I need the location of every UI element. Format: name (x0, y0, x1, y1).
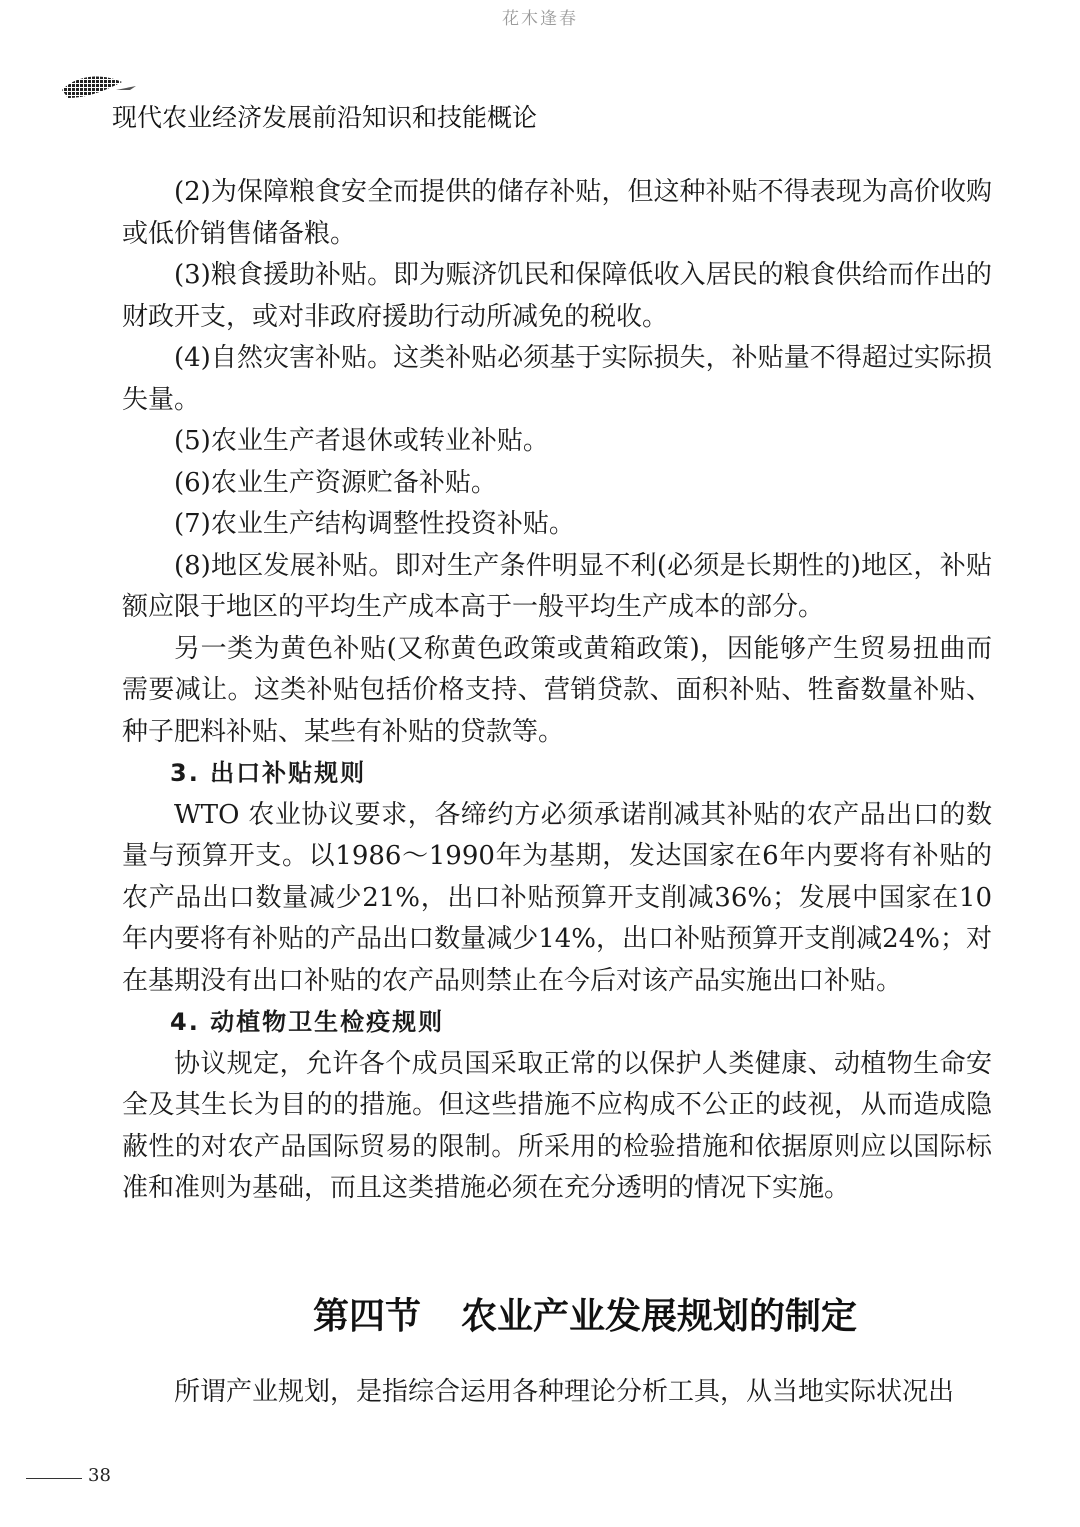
paragraph-subsidy-5: (5)农业生产者退休或转业补贴。 (174, 426, 549, 456)
paragraph-subsidy-8: (8)地区发展补贴。即对生产条件明显不利(必须是长期性的)地区，补贴额应限于地区的平均生产成本高于一般平均生产成本的部分。 (122, 550, 992, 622)
body-text (122, 172, 992, 1210)
paragraph-subsidy-7: (7)农业生产结构调整性投资补贴。 (174, 509, 575, 539)
paragraph-sanitary: 协议规定，允许各个成员国采取正常的以保护人类健康、动植物生命安全及其生长为目的的措施。但这些措施不应构成不公正的歧视，从而造成隐蔽性的对农产品国际贸易的限制。所采用的检验措施和依据原则应以国际标准和准则为基础，而且这类措施必须在充分透明的情况下实施。 (122, 1048, 992, 1203)
heading-export-subsidy-rules: 3. 出口补贴规则 (170, 759, 367, 787)
footer-rule (26, 1478, 82, 1479)
page-number: 38 (88, 1465, 111, 1486)
book-title: 现代农业经济发展前沿知识和技能概论 (112, 103, 538, 132)
paragraph-subsidy-3: (3)粮食援助补贴。即为赈济饥民和保障低收入居民的粮食供给而作出的财政开支，或对非政府援助行动所减免的税收。 (122, 260, 992, 332)
heading-sanitary-rules: 4. 动植物卫生检疫规则 (170, 1008, 445, 1036)
paragraph-subsidy-2: (2)为保障粮食安全而提供的储存补贴，但这种补贴不得表现为高价收购或低价销售储备粮。 (122, 177, 992, 249)
paragraph-export-subsidy: WTO 农业协议要求，各缔约方必须承诺削减其补贴的农产品出口的数量与预算开支。以1986～1990年为基期，发达国家在6年内要将有补贴的农产品出口数量减少21%，出口补贴预算开支削减36%；发展中国家在10年内要将有补贴的产品出口数量减少14%，出口补贴预算开支削减24%；对在基期没有出口补贴的农产品则禁止在今后对该产品实施出口补贴。 (122, 799, 992, 996)
watermark-text: 花木逢春 (502, 9, 578, 29)
section-number: 第四节 (312, 1296, 421, 1337)
section-title-text: 农业产业发展规划的制定 (461, 1296, 858, 1337)
paragraph-yellow-subsidy: 另一类为黄色补贴(又称黄色政策或黄箱政策)，因能够产生贸易扭曲而需要减让。这类补贴包括价格支持、营销贷款、面积补贴、牲畜数量补贴、种子肥料补贴、某些有补贴的贷款等。 (122, 633, 992, 747)
paragraph-industry-planning: 所谓产业规划，是指综合运用各种理论分析工具，从当地实际状况出 (174, 1377, 955, 1407)
paragraph-subsidy-6: (6)农业生产资源贮备补贴。 (174, 467, 497, 498)
paragraph-subsidy-4: (4)自然灾害补贴。这类补贴必须基于实际损失，补贴量不得超过实际损失量。 (122, 343, 992, 415)
section-heading (0, 1288, 1080, 1339)
